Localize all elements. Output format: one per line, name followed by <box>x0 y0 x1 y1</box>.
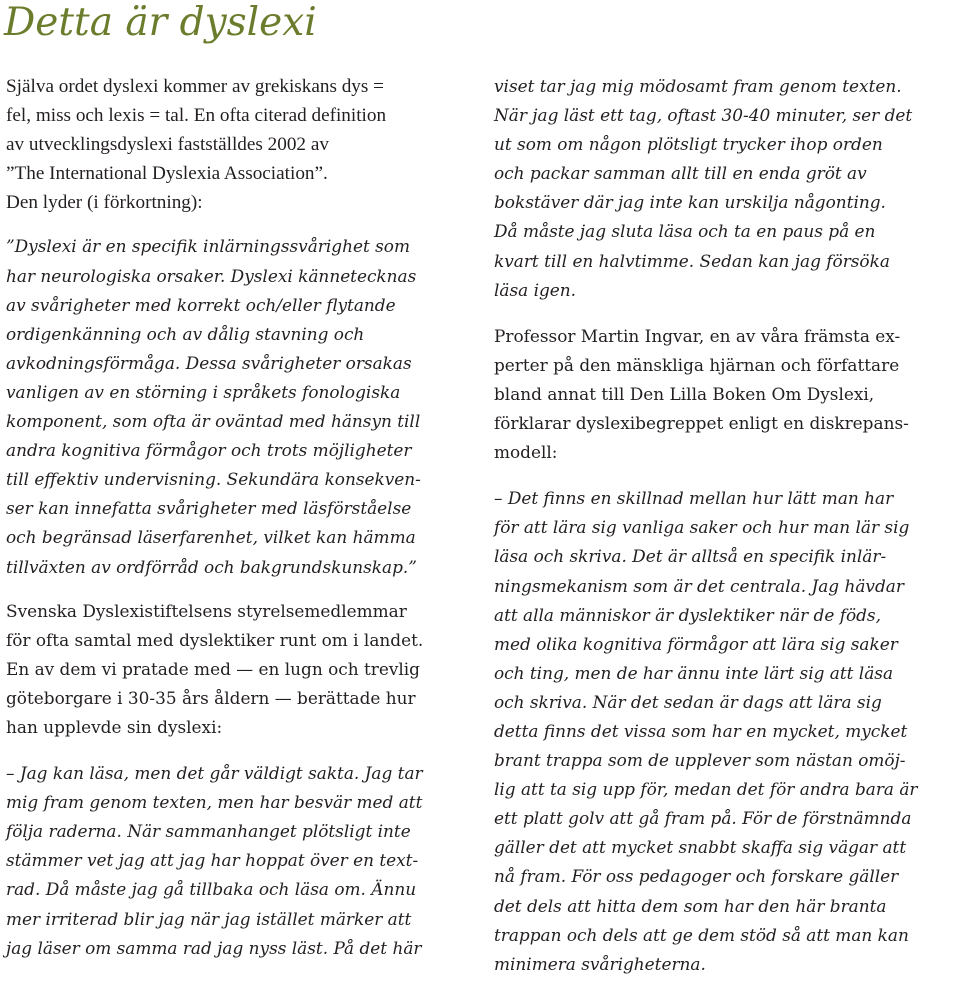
text-line: vanligen av en störning i språkets fonologiska <box>6 381 401 402</box>
text-line: – Jag kan läsa, men det går väldigt sakta. Jag tar <box>6 763 423 784</box>
text-line: tillväxten av ordförråd och bakgrundskunskap.” <box>6 556 417 577</box>
text-line: och packar samman allt till en enda gröt av <box>494 163 867 184</box>
text-line: jag läser om samma rad jag nyss läst. På det här <box>6 937 422 958</box>
text-line: bokstäver där jag inte kan urskilja någonting. <box>494 192 886 213</box>
text-line: av svårigheter med korrekt och/eller flytande <box>6 294 396 315</box>
text-line: göteborgare i 30-35 års åldern — berättade hur <box>6 687 416 708</box>
testimony-continued <box>494 72 952 305</box>
paragraph-gap <box>494 467 952 484</box>
text-line: Svenska Dyslexistiftelsens styrelsemedlemmar <box>6 600 407 621</box>
text-line: andra kognitiva förmågor och trots möjligheter <box>6 440 412 461</box>
text-line: lig att ta sig upp för, medan det för andra bara är <box>494 779 918 800</box>
testimony-paragraph <box>6 759 468 963</box>
text-line: – Det finns en skillnad mellan hur lätt man har <box>494 488 894 509</box>
text-line: ut som om någon plötsligt trycker ihop orden <box>494 134 883 155</box>
narrative-paragraph <box>6 597 468 742</box>
text-line: fel, miss och lexis = tal. En ofta citerad definition <box>6 105 387 127</box>
text-line: När jag läst ett tag, oftast 30-40 minuter, ser det <box>494 105 913 126</box>
text-line: viset tar jag mig mödosamt fram genom texten. <box>494 76 902 96</box>
text-line: Själva ordet dyslexi kommer av grekiskans dys = <box>6 76 384 97</box>
text-line: brant trappa som de upplever som nästan omöj- <box>494 750 906 771</box>
text-line: till effektiv undervisning. Sekundära konsekven- <box>6 469 421 490</box>
text-line: med olika kognitiva förmågor att lära sig saker <box>494 633 898 654</box>
text-line: för att lära sig vanliga saker och hur man lär sig <box>494 517 910 538</box>
text-line: nå fram. För oss pedagoger och forskare gäller <box>494 866 899 887</box>
text-line: trappan och dels att ge dem stöd så att man kan <box>494 924 909 945</box>
text-line: bland annat till Den Lilla Boken Om Dyslexi, <box>494 383 875 404</box>
text-line: har neurologiska orsaker. Dyslexi kännetecknas <box>6 265 417 286</box>
text-line: rad. Då måste jag gå tillbaka och läsa om. Ännu <box>6 879 417 900</box>
text-line: han upplevde sin dyslexi: <box>6 716 223 737</box>
text-line: gäller det att mycket snabbt skaffa sig vägar att <box>494 837 907 858</box>
text-line: ningsmekanism som är det centrala. Jag hävdar <box>494 575 904 596</box>
page-title: Detta är dyslexi <box>4 0 317 45</box>
text-line: ”The International Dyslexia Association”. <box>6 163 328 185</box>
text-line: följa raderna. När sammanhanget plötsligt inte <box>6 821 411 842</box>
text-line: modell: <box>494 442 558 463</box>
text-line: det dels att hitta dem som har den här branta <box>494 895 887 916</box>
text-line: av utvecklingsdyslexi fastställdes 2002 av <box>6 134 329 156</box>
text-line: perter på den mänskliga hjärnan och författare <box>494 354 900 375</box>
text-line: att alla människor är dyslektiker när de föds, <box>494 604 881 625</box>
text-line: stämmer vet jag att jag har hoppat över en text- <box>6 850 419 871</box>
text-line: förklarar dyslexibegreppet enligt en diskrepans- <box>494 413 909 434</box>
text-line: minimera svårigheterna. <box>494 953 706 974</box>
text-line: ”Dyslexi är en specifik inlärningssvårighet som <box>6 236 410 257</box>
professor-quote-paragraph <box>494 484 952 979</box>
left-column <box>6 72 468 963</box>
text-line: Professor Martin Ingvar, en av våra främsta ex- <box>494 325 901 346</box>
paragraph-gap <box>6 582 468 597</box>
text-line: läsa och skriva. Det är alltså en specifik inlär- <box>494 546 887 567</box>
text-line: läsa igen. <box>494 279 577 300</box>
text-line: mer irriterad blir jag när jag istället märker att <box>6 908 412 929</box>
intro-paragraph <box>6 72 468 217</box>
paragraph-gap <box>6 742 468 759</box>
text-line: mig fram genom texten, men har besvär med att <box>6 792 423 813</box>
text-line: avkodningsförmåga. Dessa svårigheter orsakas <box>6 352 412 373</box>
text-line: ser kan innefatta svårigheter med läsförståelse <box>6 498 412 519</box>
text-line: och ting, men de har ännu inte lärt sig att läsa <box>494 662 894 683</box>
text-line: Den lyder (i förkortning): <box>6 192 203 214</box>
text-line: detta finns det vissa som har en mycket, mycket <box>494 720 908 741</box>
professor-intro-paragraph <box>494 322 952 467</box>
text-line: ordigenkänning och av dålig stavning och <box>6 323 365 344</box>
text-line: och skriva. När det sedan är dags att lära sig <box>494 691 882 712</box>
text-line: för ofta samtal med dyslektiker runt om i landet. <box>6 629 424 650</box>
text-line: komponent, som ofta är oväntad med hänsyn till <box>6 411 421 432</box>
paragraph-gap <box>494 305 952 322</box>
text-line: ett platt golv att gå fram på. För de förstnämnda <box>494 808 912 829</box>
text-line: Då måste jag sluta läsa och ta en paus på en <box>494 221 876 242</box>
text-line: och begränsad läserfarenhet, vilket kan hämma <box>6 527 416 548</box>
right-column <box>494 72 952 979</box>
paragraph-gap <box>6 217 468 232</box>
text-line: kvart till en halvtimme. Sedan kan jag försöka <box>494 250 890 271</box>
definition-quote <box>6 232 468 581</box>
text-line: En av dem vi pratade med — en lugn och trevlig <box>6 658 420 679</box>
